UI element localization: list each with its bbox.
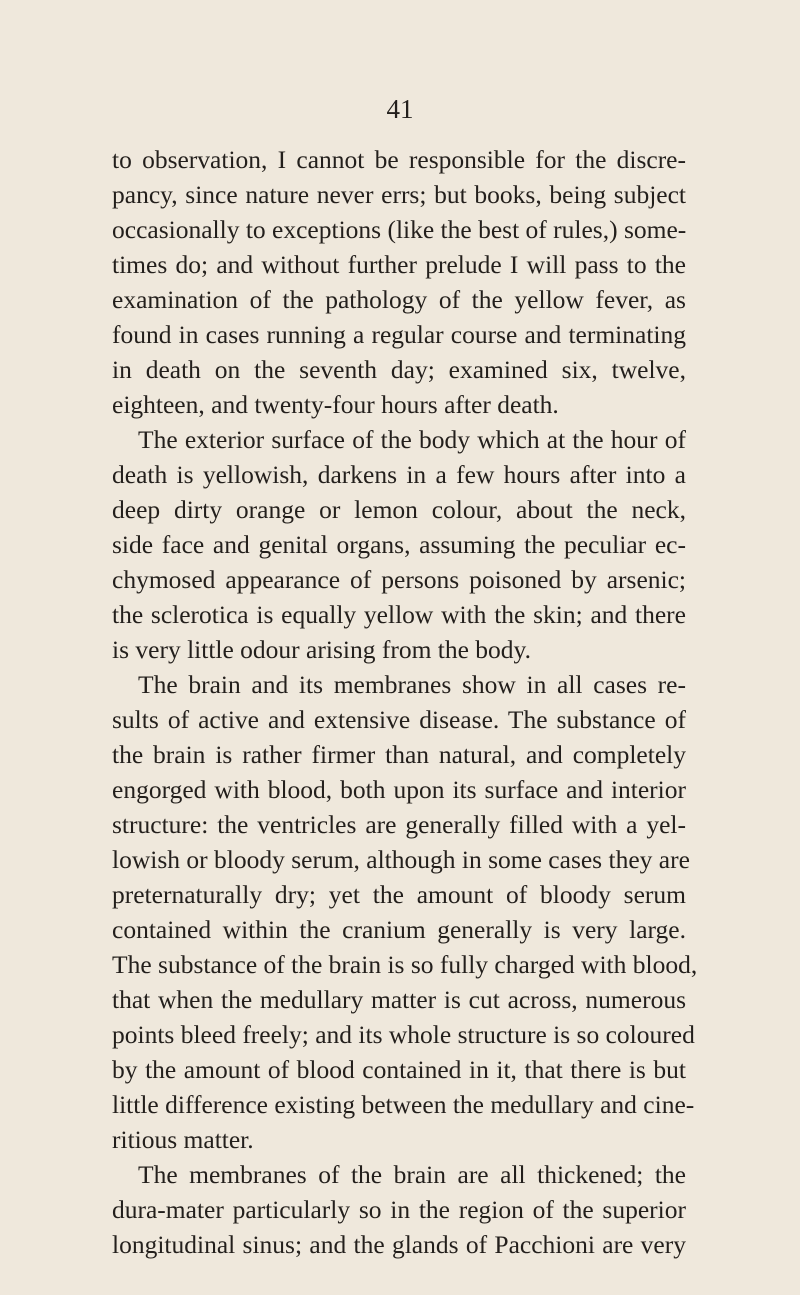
text-line: side face and genital organs, assuming the peculiar ec- (112, 530, 686, 559)
text-line: preternaturally dry; yet the amount of bloody serum (112, 880, 686, 909)
text-line: by the amount of blood contained in it, that there is but (112, 1055, 686, 1084)
text-line: pancy, since nature never errs; but books, being subject (112, 180, 686, 209)
text-line: lowish or bloody serum, although in some cases they are (112, 845, 690, 874)
text-line: is very little odour arising from the body. (112, 635, 532, 664)
text-line: ritious matter. (112, 1125, 254, 1154)
text-line: that when the medullary matter is cut across, numerous (112, 985, 686, 1014)
text-line: the sclerotica is equally yellow with the skin; and there (112, 600, 686, 629)
text-line: to observation, I cannot be responsible for the discre- (112, 145, 686, 174)
body-text (112, 142, 698, 1262)
page-number: 41 (386, 94, 414, 124)
text-line: contained within the cranium generally is very large. (112, 915, 686, 944)
text-line: examination of the pathology of the yellow fever, as (112, 285, 686, 314)
text-line: deep dirty orange or lemon colour, about the neck, (112, 495, 686, 524)
text-line: structure: the ventricles are generally filled with a yel- (112, 810, 686, 839)
text-line: chymosed appearance of persons poisoned by arsenic; (112, 565, 686, 594)
paragraph-start-line: The membranes of the brain are all thickened; the (138, 1160, 686, 1189)
text-line: longitudinal sinus; and the glands of Pacchioni are very (112, 1230, 686, 1259)
text-line: death is yellowish, darkens in a few hours after into a (112, 460, 686, 489)
text-line: the brain is rather firmer than natural, and completely (112, 740, 686, 769)
text-line: dura-mater particularly so in the region of the superior (112, 1195, 686, 1224)
text-line: engorged with blood, both upon its surface and interior (112, 775, 686, 804)
text-line: eighteen, and twenty-four hours after death. (112, 390, 559, 419)
text-line: The substance of the brain is so fully charged with blood, (112, 950, 698, 979)
text-line: in death on the seventh day; examined six, twelve, (112, 355, 686, 384)
paragraph-start-line: The exterior surface of the body which at the hour of (138, 425, 686, 454)
text-line: times do; and without further prelude I will pass to the (112, 250, 686, 279)
text-line: little difference existing between the medullary and cine- (112, 1090, 695, 1119)
text-line: points bleed freely; and its whole structure is so coloured (112, 1020, 695, 1049)
text-line: sults of active and extensive disease. The substance of (112, 705, 686, 734)
text-line: found in cases running a regular course and terminating (112, 320, 686, 349)
paragraph-start-line: The brain and its membranes show in all cases re- (138, 670, 686, 699)
text-line: occasionally to exceptions (like the best of rules,) some- (112, 215, 687, 244)
